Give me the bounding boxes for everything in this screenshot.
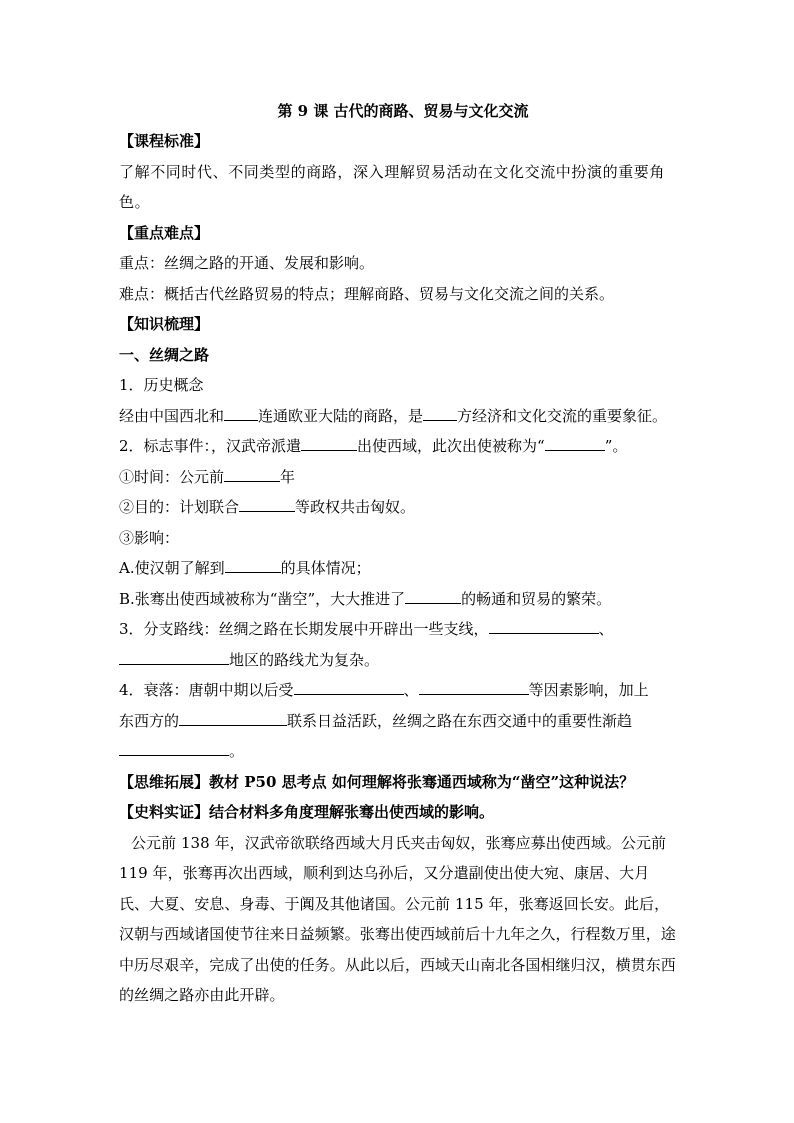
blank-field[interactable] [294,679,404,695]
item-3-part-a: 3．分支路线：丝绸之路在长期发展中开辟出一些支线， [119,620,489,638]
item-1-part-c: 方经济和文化交流的重要象征。 [457,406,668,425]
time-part-a: ①时间：公元前 [119,467,225,486]
impact-a [119,553,679,584]
blank-field[interactable] [419,679,529,695]
blank-field[interactable] [119,740,229,756]
blank-field[interactable] [179,710,287,726]
blank-field[interactable] [489,618,599,634]
item-4-line-2 [119,706,679,737]
item-2-part-c: ”。 [604,437,628,455]
blank-field[interactable] [239,496,295,512]
impact-b-part-b: 的畅通和贸易的繁荣。 [461,589,612,608]
impact-a-part-b: 的具体情况； [280,559,371,577]
item-impact-label: ③影响： [119,528,180,547]
blank-field[interactable] [405,588,461,604]
knowledge-heading: 【知识梳理】 [119,315,210,333]
silk-road-heading: 一、丝绸之路 [119,345,210,364]
key-point-text: 重点：丝绸之路的开通、发展和影响。 [119,254,375,272]
impact-a-part-a: A.使汉朝了解到 [119,559,225,577]
course-standard-heading: 【课程标准】 [119,132,210,150]
item-4-part-f: 。 [229,742,245,760]
item-1-text [119,401,679,432]
time-part-b: 年 [280,467,296,486]
item-2-part-b: 出使西域，此次出使被称为“ [357,437,545,455]
item-4-line-3 [119,736,679,767]
blank-field[interactable] [225,557,281,573]
item-3-line-1 [119,614,679,645]
item-2-text [119,431,679,462]
item-4-part-d: 东西方的 [119,711,180,730]
impact-b-part-a: B.张骞出使西域被称为“凿空”，大大推进了 [119,589,406,608]
thinking-extension: 【思维拓展】教材 P50 思考点 如何理解将张骞通西域称为“凿空”这种说法？ [119,772,635,791]
goal-part-b: 等政权共击匈奴。 [295,498,416,516]
blank-field[interactable] [423,405,457,421]
item-3-part-b: 、 [598,620,614,638]
item-4-line-1 [119,675,679,706]
impact-b [119,584,679,615]
item-3-part-c: 地区的路线尤为复杂。 [229,650,380,669]
difficult-point-text: 难点：概括古代丝路贸易的特点；理解商路、贸易与文化交流之间的关系。 [119,284,615,303]
historical-evidence: 【史料实证】结合材料多角度理解张骞出使西域的影响。 [119,803,495,821]
blank-field[interactable] [301,435,357,451]
document-page [119,96,679,1011]
item-4-part-e: 联系日益活跃，丝绸之路在东西交通中的重要性渐趋 [287,711,633,730]
blank-field[interactable] [545,435,605,451]
blank-field[interactable] [224,405,258,421]
lesson-title: 第 9 课 古代的商路、贸易与文化交流 [277,102,529,120]
item-2-part-a: 2．标志事件：，汉武帝派遣 [119,437,302,455]
item-goal [119,492,679,523]
item-4-part-c: 等因素影响，加上 [528,681,649,699]
blank-field[interactable] [224,466,280,482]
item-4-part-b: 、 [403,681,419,699]
item-1-label: 1．历史概念 [119,376,204,394]
item-1-part-a: 经由中国西北和 [119,406,225,425]
course-standard-text: 了解不同时代、不同类型的商路，深入理解贸易活动在文化交流中扮演的重要角色。 [119,162,666,211]
item-4-part-a: 4．衰落：唐朝中期以后受 [119,681,294,699]
item-3-line-2 [119,645,679,676]
goal-part-a: ②目的：计划联合 [119,498,240,516]
blank-field[interactable] [119,649,229,665]
key-points-heading: 【重点难点】 [119,223,210,242]
item-time [119,462,679,493]
item-1-part-b: 连通欧亚大陆的商路，是 [258,406,424,425]
source-passage: 公元前 138 年，汉武帝欲联络西域大月氏夹击匈奴，张骞应募出使西域。公元前 119 年，张骞再次出西域，顺利到达乌孙后，又分遣副使出使大宛、康居、大月氏、大夏、安息、身毒、于阗及其他诸国。公元前 115 年，张骞返回长安。此后，汉朝与西域诸国使节往来日益频繁。张骞出使西域前后十九年之久，行程数万里，途中历尽艰辛，完成了出使的任务。从此以后，西域天山南北各国相继归汉，横贯东西的丝绸之路亦由此开辟。 [119,833,676,1004]
